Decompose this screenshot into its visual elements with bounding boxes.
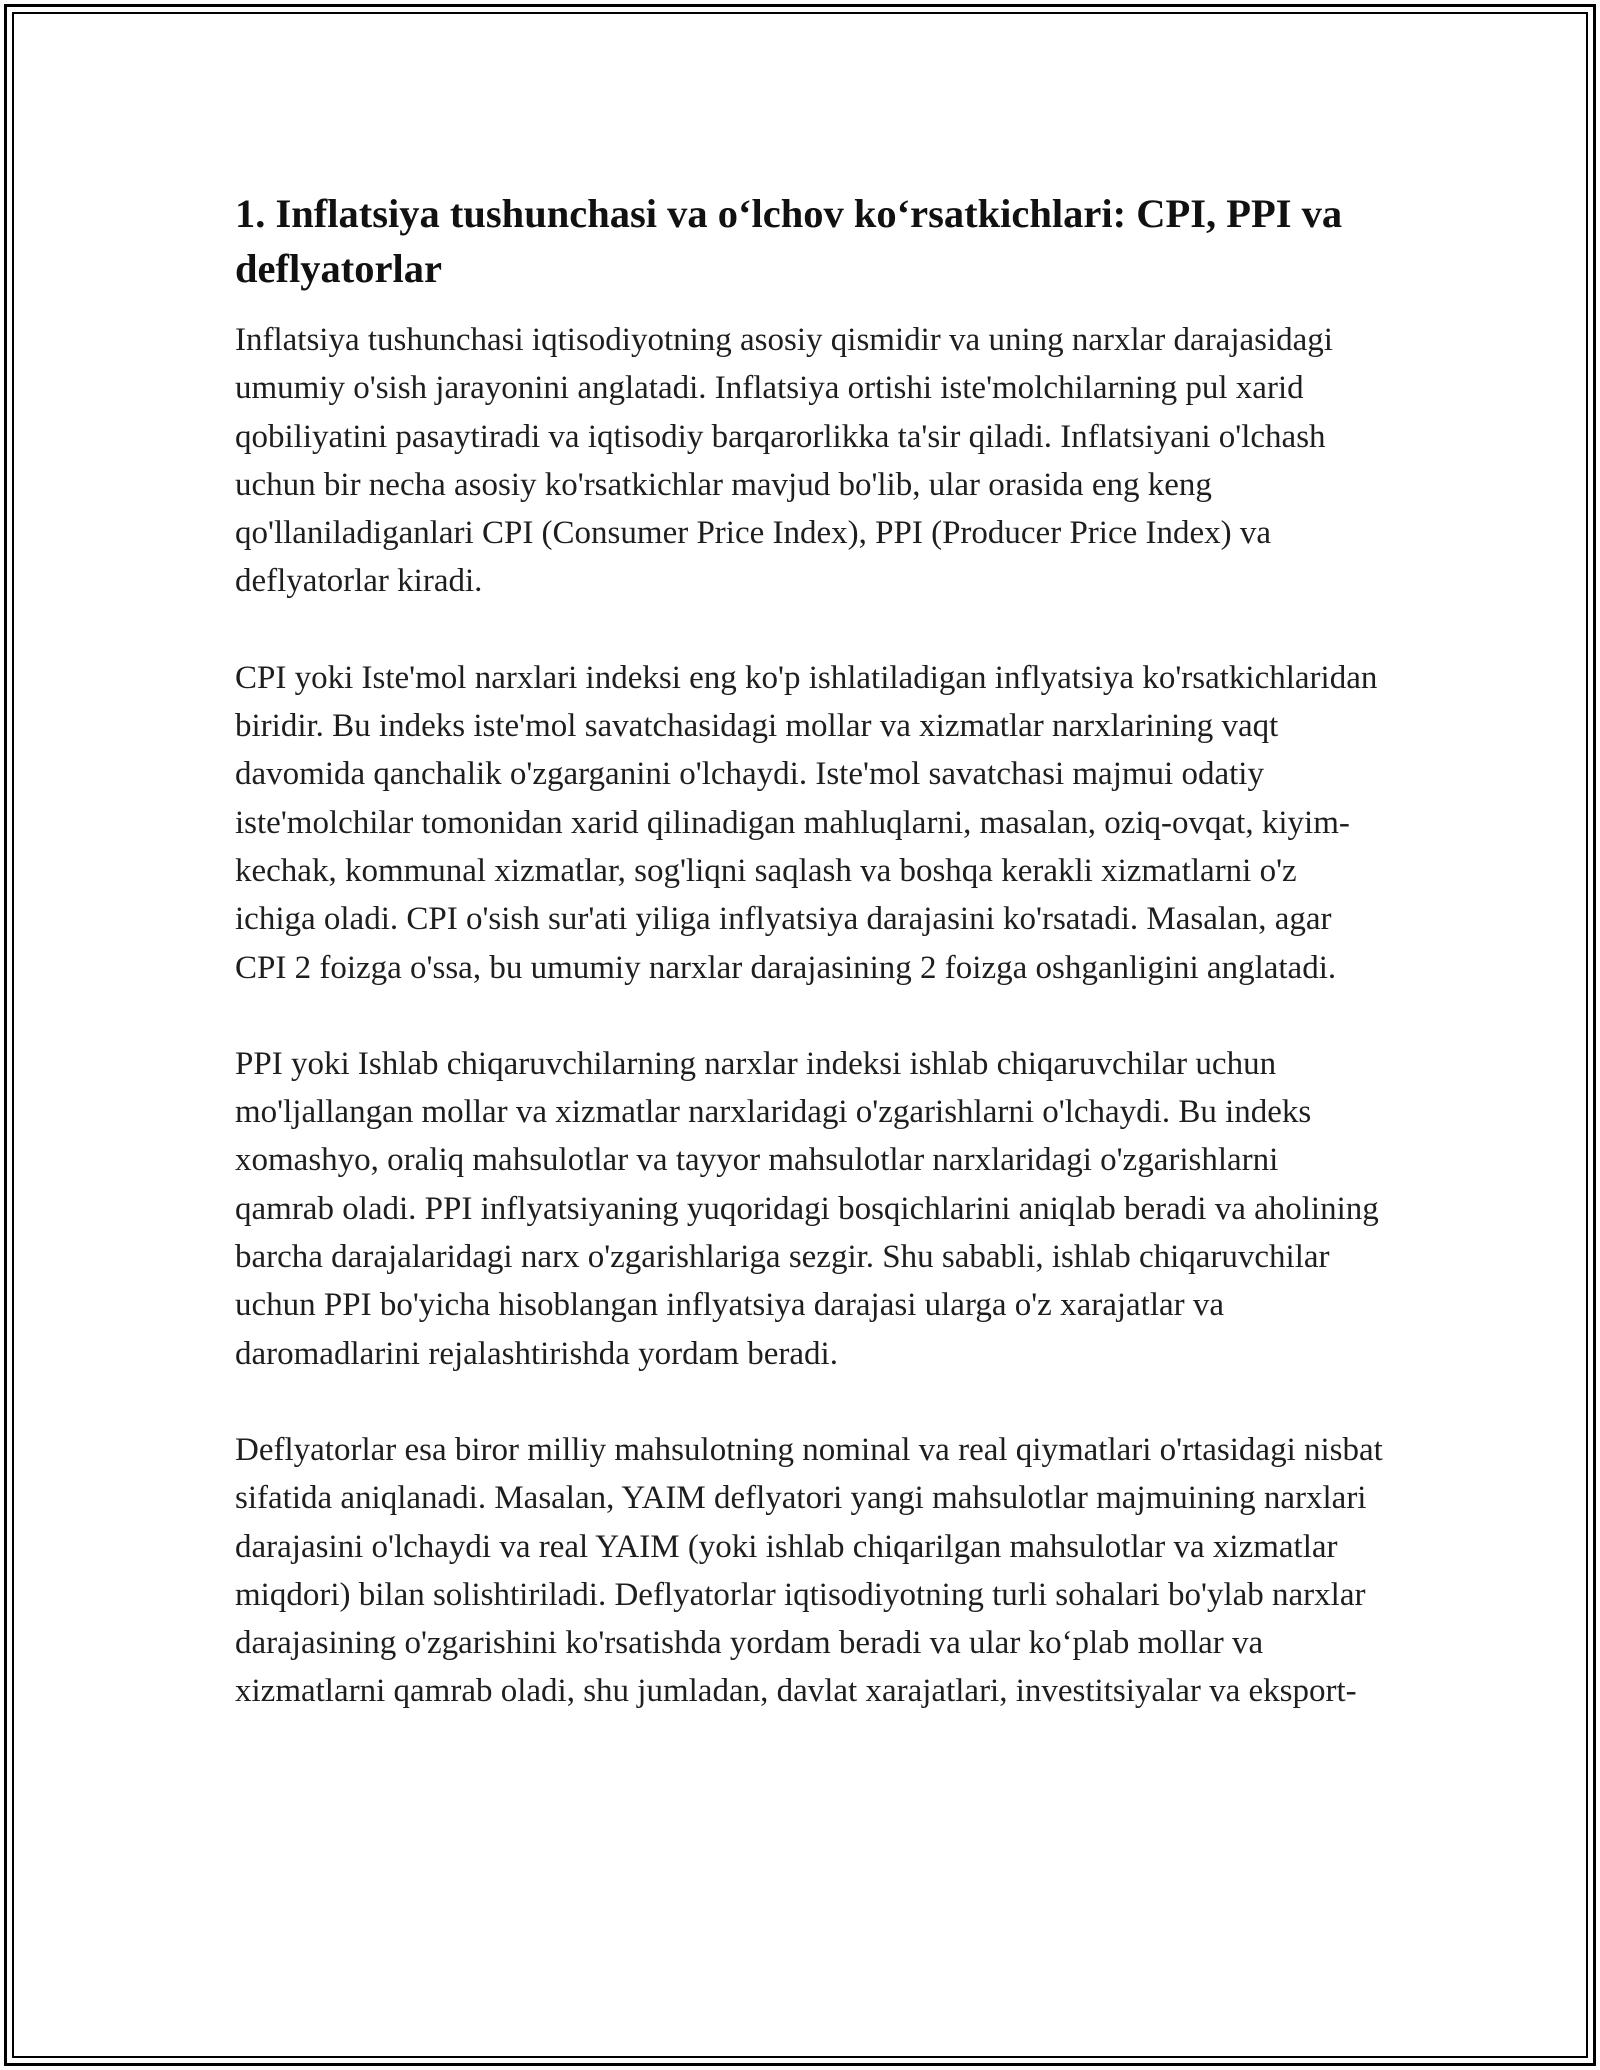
document-body — [235, 186, 1385, 1716]
paragraph-cpi: CPI yoki Iste'mol narxlari indeksi eng ko'p ishlatiladigan inflyatsiya ko'rsatkichlaridan biridir. Bu indeks iste'mol savatchasidagi mollar va xizmatlar narxlarining vaqt davomida qanchalik o'zgarganini o'lchaydi. Iste'mol savatchasi majmui odatiy iste'molchilar tomonidan xarid qilinadigan mahluqlarni, masalan, oziq-ovqat, kiyim-kechak, kommunal xizmatlar, sog'liqni saqlash va boshqa kerakli xizmatlarni o'z ichiga oladi. CPI o'sish sur'ati yiliga inflyatsiya darajasini ko'rsatadi. Masalan, agar CPI 2 foizga o'ssa, bu umumiy narxlar darajasining 2 foizga oshganligini anglatadi. — [235, 659, 1378, 986]
section-title: 1. Inflatsiya tushunchasi va o‘lchov ko‘rsatkichlari: CPI, PPI va deflyatorlar — [235, 191, 1343, 291]
paragraph-inflation-intro: Inflatsiya tushunchasi iqtisodiyotning asosiy qismidir va uning narxlar darajasidagi umumiy o'sish jarayonini anglatadi. Inflatsiya ortishi iste'molchilarning pul xarid qobiliyatini pasaytiradi va iqtisodiy barqarorlikka ta'sir qiladi. Inflatsiyani o'lchash uchun bir necha asosiy ko'rsatkichlar mavjud bo'lib, ular orasida eng keng qo'llaniladiganlari CPI (Consumer Price Index), PPI (Producer Price Index) va deflyatorlar kiradi. — [235, 322, 1333, 600]
paragraph-deflators: Deflyatorlar esa biror milliy mahsulotning nominal va real qiymatlari o'rtasidagi nisbat sifatida aniqlanadi. Masalan, YAIM deflyatori yangi mahsulotlar majmuining narxlari darajasini o'lchaydi va real YAIM (yoki ishlab chiqarilgan mahsulotlar va xizmatlar miqdori) bilan solishtiriladi. Deflyatorlar iqtisodiyotning turli sohalari bo'ylab narxlar darajasining o'zgarishini ko'rsatishda yordam beradi va ular ko‘plab mollar va xizmatlarni qamrab oladi, shu jumladan, davlat xarajatlari, investitsiyalar va eksport- — [235, 1431, 1383, 1710]
paragraph-ppi: PPI yoki Ishlab chiqaruvchilarning narxlar indeksi ishlab chiqaruvchilar uchun mo'ljallangan mollar va xizmatlar narxlaridagi o'zgarishlarni o'lchaydi. Bu indeks xomashyo, oraliq mahsulotlar va tayyor mahsulotlar narxlaridagi o'zgarishlarni qamrab oladi. PPI inflyatsiyaning yuqoridagi bosqichlarini aniqlab beradi va aholining barcha darajalaridagi narx o'zgarishlariga sezgir. Shu sababli, ishlab chiqaruvchilar uchun PPI bo'yicha hisoblangan inflyatsiya darajasi ularga o'z xarajatlar va daromadlarini rejalashtirishda yordam beradi. — [235, 1045, 1379, 1372]
